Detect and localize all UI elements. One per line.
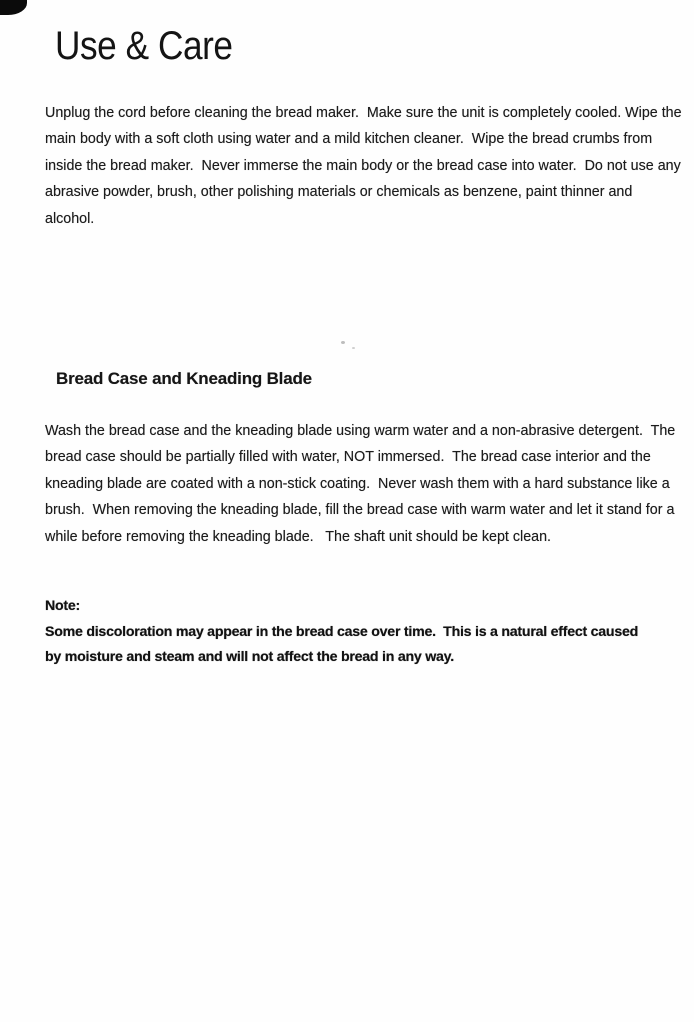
- text-line: brush. When removing the kneading blade, fill the bread case with warm water and let it stand for a: [45, 502, 675, 519]
- text-line: Some discoloration may appear in the bread case over time. This is a natural effect caused: [45, 623, 639, 640]
- scan-artifact-speck: [352, 347, 355, 349]
- text-line: abrasive powder, brush, other polishing materials or chemicals as benzene, paint thinner and: [45, 184, 633, 201]
- bread-case-paragraph: [45, 418, 693, 550]
- note-label: Note:: [45, 598, 81, 614]
- scan-artifact-corner: [0, 0, 27, 15]
- text-line: Unplug the cord before cleaning the bread maker. Make sure the unit is completely cooled. Wipe the: [45, 105, 682, 121]
- note-section: [45, 594, 693, 671]
- text-line: main body with a soft cloth using water and a mild kitchen cleaner. Wipe the bread crumbs from: [45, 131, 653, 148]
- cleaning-instructions-paragraph: [45, 100, 693, 232]
- scan-artifact-speck: [341, 341, 345, 344]
- text-line: by moisture and steam and will not affect the bread in any way.: [45, 649, 454, 666]
- section-heading-bread-case: Bread Case and Kneading Blade: [56, 369, 312, 388]
- text-line: inside the bread maker. Never immerse the main body or the bread case into water. Do not use any: [45, 157, 681, 174]
- text-line: while before removing the kneading blade. The shaft unit should be kept clean.: [45, 528, 552, 545]
- text-line: kneading blade are coated with a non-stick coating. Never wash them with a hard substance like a: [45, 475, 670, 492]
- text-line: alcohol.: [45, 210, 95, 227]
- text-line: bread case should be partially filled with water, NOT immersed. The bread case interior and the: [45, 449, 651, 466]
- page-title: Use & Care: [55, 24, 233, 68]
- text-line: Wash the bread case and the kneading blade using warm water and a non-abrasive detergent. The: [45, 423, 676, 439]
